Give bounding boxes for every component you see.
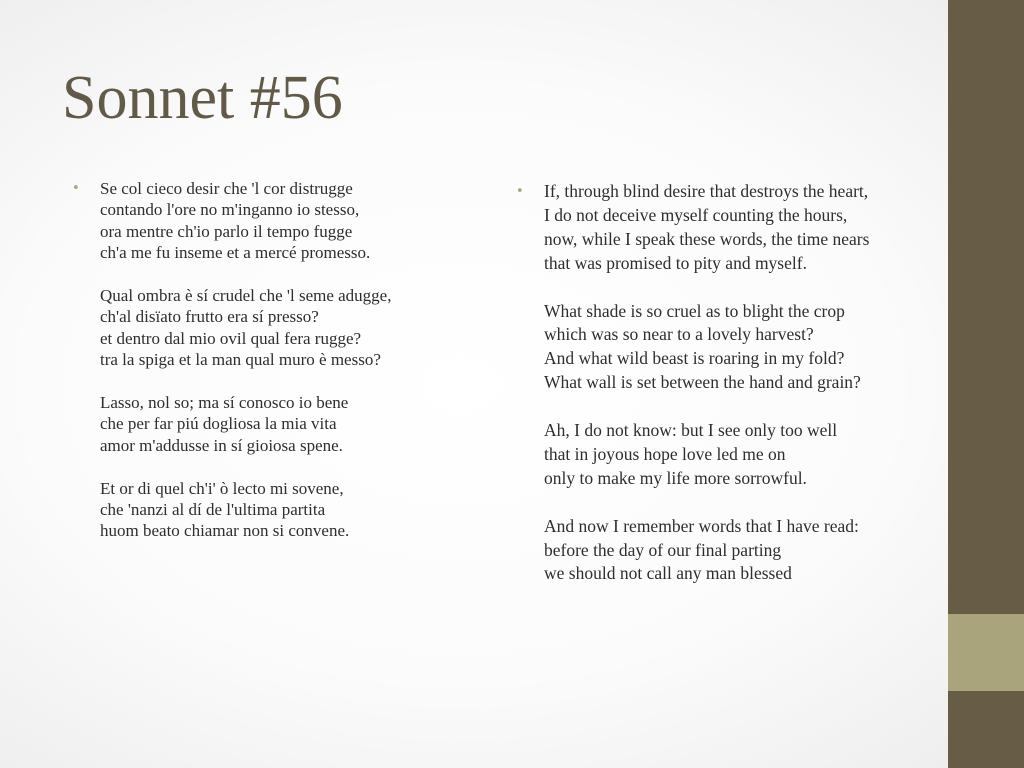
verse-line: huom beato chiamar non si convene. [100,521,350,541]
verse-line: If, through blind desire that destroys the heart, [544,181,869,201]
english-sonnet-bullet [516,180,888,586]
verse-line: And now I remember words that I have read: [544,515,859,536]
stanza [100,392,472,456]
verse-line: we should not call any man blessed [544,563,792,584]
english-sonnet-text [544,180,888,586]
verse-line: that was promised to pity and myself. [544,252,807,273]
italian-sonnet-text [100,178,472,542]
verse-line: che 'nanzi al dí de l'ultima partita [100,500,326,520]
verse-line: now, while I speak these words, the time nears [544,228,870,249]
slide-title: Sonnet #56 [62,64,343,132]
stanza [100,478,472,542]
verse-line: only to make my life more sorrowful. [544,467,807,488]
verse-line: And what wild beast is roaring in my fold? [544,348,845,369]
bullet-icon: • [516,184,524,199]
verse-line: Lasso, nol so; ma sí conosco io bene [100,393,349,413]
stanza [100,178,472,264]
stanza [544,515,888,587]
verse-line: et dentro dal mio ovil qual fera rugge? [100,328,362,348]
verse-line: that in joyous hope love led me on [544,443,786,464]
verse-line: ora mentre ch'io parlo il tempo fugge [100,221,353,241]
verse-line: What shade is so cruel as to blight the crop [544,300,845,321]
verse-line: amor m'addusse in sí gioiosa spene. [100,435,343,455]
bullet-icon: • [72,181,80,196]
italian-text-column [72,178,472,542]
verse-line: which was so near to a lovely harvest? [544,324,814,345]
verse-line: ch'al disïato frutto era sí presso? [100,307,319,327]
decorative-side-accent [948,614,1024,691]
verse-line: che per far piú dogliosa la mia vita [100,414,337,434]
stanza [544,300,888,396]
verse-line: ch'a me fu inseme et a mercé promesso. [100,243,371,263]
verse-line: Qual ombra è sí crudel che 'l seme adugge, [100,286,392,306]
verse-line: What wall is set between the hand and grain? [544,372,861,393]
verse-line: before the day of our final parting [544,539,782,560]
verse-line: Et or di quel ch'i' ò lecto mi sovene, [100,478,344,498]
stanza [100,285,472,371]
english-text-column [516,180,888,586]
verse-line: Se col cieco desir che 'l cor distrugge [100,179,353,198]
verse-line: contando l'ore no m'inganno io stesso, [100,200,360,220]
stanza [544,180,888,276]
stanza [544,419,888,491]
verse-line: tra la spiga et la man qual muro è messo? [100,350,381,370]
verse-line: I do not deceive myself counting the hours, [544,204,848,225]
verse-line: Ah, I do not know: but I see only too well [544,420,838,441]
italian-sonnet-bullet [72,178,472,542]
